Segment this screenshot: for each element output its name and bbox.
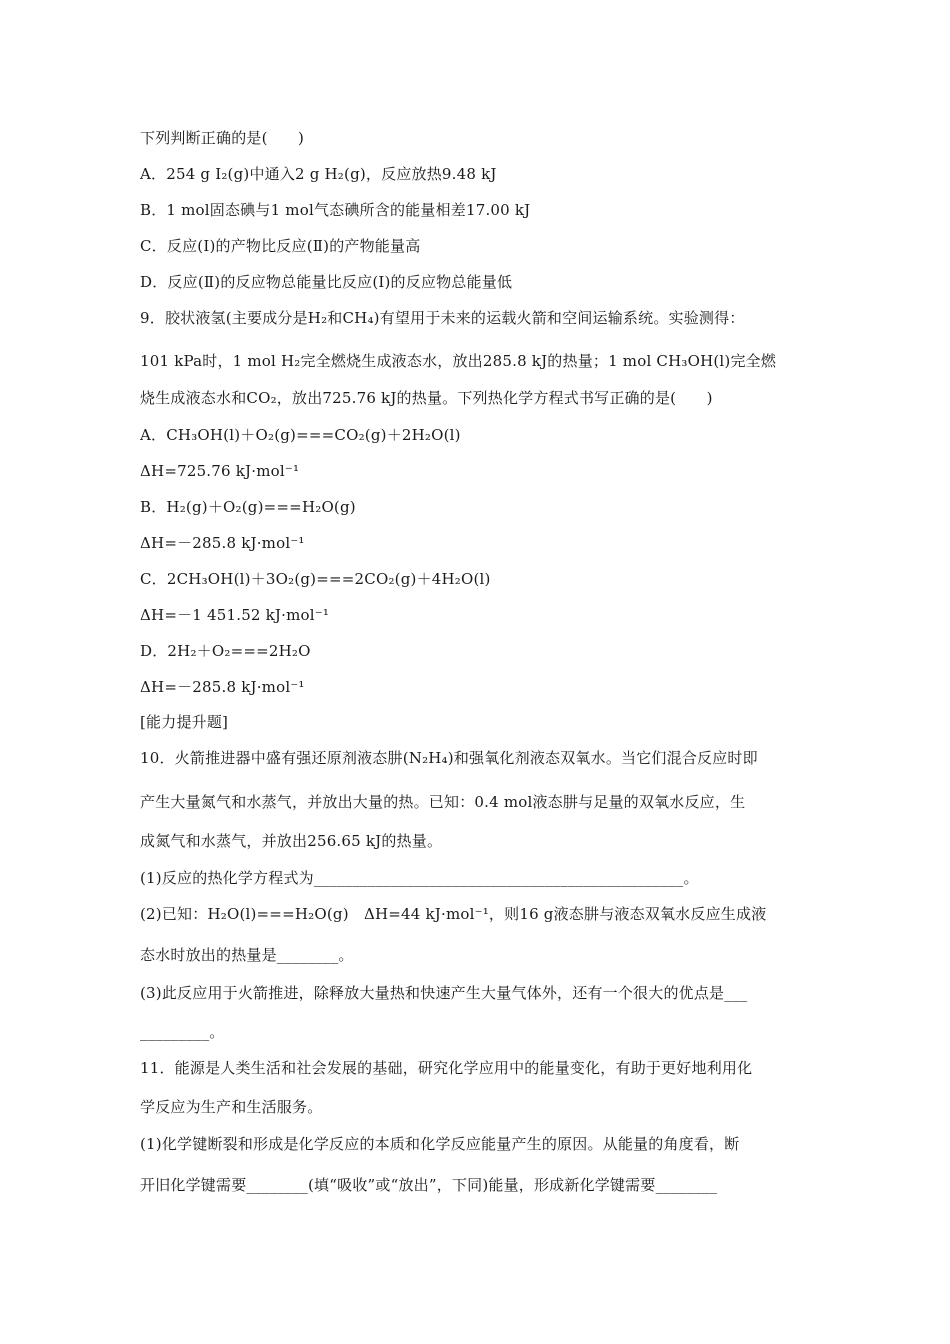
q8-option-d: D．反应(Ⅱ)的反应物总能量比反应(Ⅰ)的反应物总能量低	[140, 273, 513, 291]
q8-option-c: C．反应(Ⅰ)的产物比反应(Ⅱ)的产物能量高	[140, 237, 421, 255]
q10-part-3-line-2: _________。	[140, 1023, 225, 1041]
q9-option-a: A．CH₃OH(l)＋O₂(g)===CO₂(g)＋2H₂O(l)	[140, 426, 461, 444]
question-9-line-2: 101 kPa时，1 mol H₂完全燃烧生成液态水，放出285.8 kJ的热量；1 mol CH₃OH(l)完全燃	[140, 352, 777, 370]
q9-option-d-delta-h: ΔH=－285.8 kJ·mol⁻¹	[140, 678, 305, 696]
question-9-line-3: 烧生成液态水和CO₂，放出725.76 kJ的热量。下列热化学方程式书写正确的是( )	[140, 389, 713, 407]
q8-option-b: B．1 mol固态碘与1 mol气态碘所含的能量相差17.00 kJ	[140, 201, 531, 219]
q10-part-3-line-1: (3)此反应用于火箭推进，除释放大量热和快速产生大量气体外，还有一个很大的优点是___	[140, 984, 748, 1002]
q9-option-c-delta-h: ΔH=－1 451.52 kJ·mol⁻¹	[140, 606, 330, 624]
question-11-line-1: 11．能源是人类生活和社会发展的基础，研究化学应用中的能量变化，有助于更好地利用化	[140, 1059, 753, 1077]
question-10-line-2: 产生大量氮气和水蒸气，并放出大量的热。已知：0.4 mol液态肼与足量的双氧水反应，生	[140, 793, 746, 811]
section-heading: [能力提升题]	[140, 713, 229, 731]
question-9-line-1: 9．胶状液氢(主要成分是H₂和CH₄)有望用于未来的运载火箭和空间运输系统。实验测得：	[140, 309, 745, 327]
question-10-line-3: 成氮气和水蒸气，并放出256.65 kJ的热量。	[140, 832, 443, 850]
question-11-line-2: 学反应为生产和生活服务。	[140, 1098, 323, 1116]
q9-option-d: D．2H₂＋O₂===2H₂O	[140, 642, 311, 660]
q10-part-1: (1)反应的热化学方程式为________________________________________________。	[140, 869, 699, 887]
q9-option-b: B．H₂(g)＋O₂(g)===H₂O(g)	[140, 498, 356, 516]
question-8-stem: 下列判断正确的是( )	[140, 129, 305, 147]
q10-part-2-line-1: (2)已知：H₂O(l)===H₂O(g) ΔH=44 kJ·mol⁻¹，则16 g液态肼与液态双氧水反应生成液	[140, 905, 767, 923]
q11-part-1-line-1: (1)化学键断裂和形成是化学反应的本质和化学反应能量产生的原因。从能量的角度看，断	[140, 1135, 740, 1153]
q9-option-c: C．2CH₃OH(l)＋3O₂(g)===2CO₂(g)＋4H₂O(l)	[140, 570, 491, 588]
q8-option-a: A．254 g I₂(g)中通入2 g H₂(g)，反应放热9.48 kJ	[140, 165, 497, 183]
q10-part-2-line-2: 态水时放出的热量是________。	[140, 946, 354, 964]
q11-part-1-line-2: 开旧化学键需要________(填“吸收”或“放出”，下同)能量，形成新化学键需要________	[140, 1176, 718, 1194]
question-10-line-1: 10．火箭推进器中盛有强还原剂液态肼(N₂H₄)和强氧化剂液态双氧水。当它们混合反应时即	[140, 749, 758, 767]
q9-option-a-delta-h: ΔH=725.76 kJ·mol⁻¹	[140, 462, 300, 480]
q9-option-b-delta-h: ΔH=－285.8 kJ·mol⁻¹	[140, 534, 305, 552]
